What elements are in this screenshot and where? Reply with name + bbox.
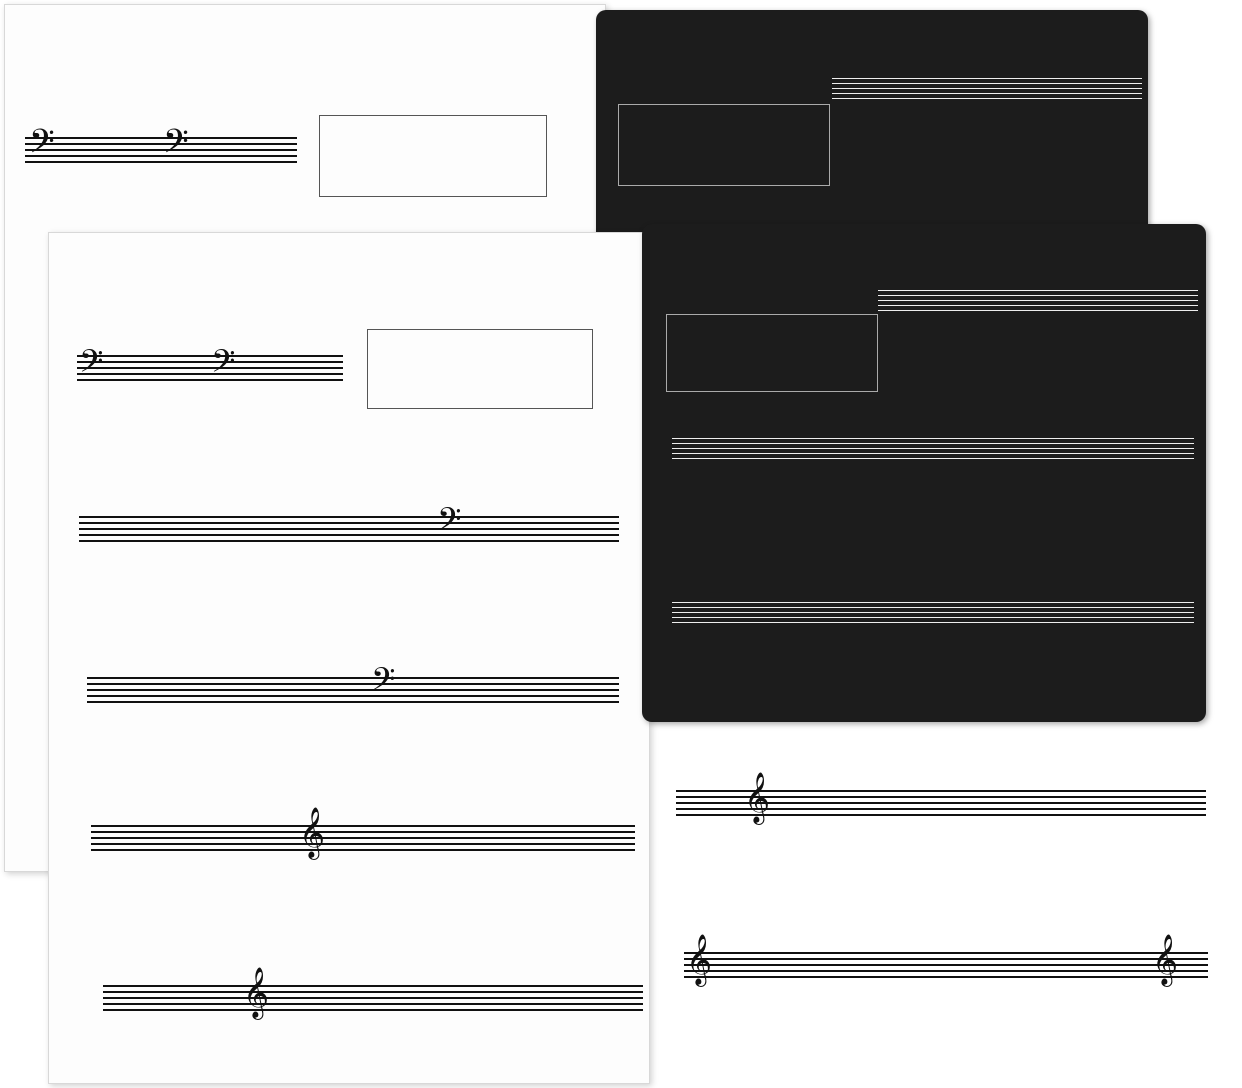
treble-clef-icon: 𝄞 [243,967,270,1018]
back-black-table [618,104,830,186]
front-white-sheet [48,232,650,1084]
treble-clef-icon: 𝄞 [299,807,326,858]
bass-clef-icon: 𝄢 [371,661,396,705]
treble-clef-icon: 𝄞 [744,772,771,823]
back-black-staff [832,78,1142,103]
treble-clef-icon: 𝄞 [686,934,713,985]
bass-clef-icon: 𝄢 [437,501,462,545]
front-black-staff-1 [878,290,1198,315]
front-black-table [666,314,878,392]
front-black-staff-2 [672,438,1194,463]
front-staff-3 [87,677,619,707]
front-staff-5 [103,985,643,1015]
bass-clef-icon: 𝄢 [163,123,189,169]
front-black-staff-3 [672,602,1194,627]
bass-clef-icon: 𝄢 [211,343,236,387]
treble-clef-icon: 𝄞 [1152,934,1179,985]
bass-clef-icon: 𝄢 [79,343,104,387]
front-staff-1 [77,355,343,385]
front-right-staff-2 [684,952,1208,982]
bass-clef-icon: 𝄢 [29,123,55,169]
back-key-table [319,115,547,197]
back-staff [25,137,297,167]
back-black-sheet [596,10,1148,260]
front-staff-2 [79,516,619,546]
front-key-table [367,329,593,409]
front-staff-4 [91,825,635,855]
front-black-sheet [642,224,1206,722]
